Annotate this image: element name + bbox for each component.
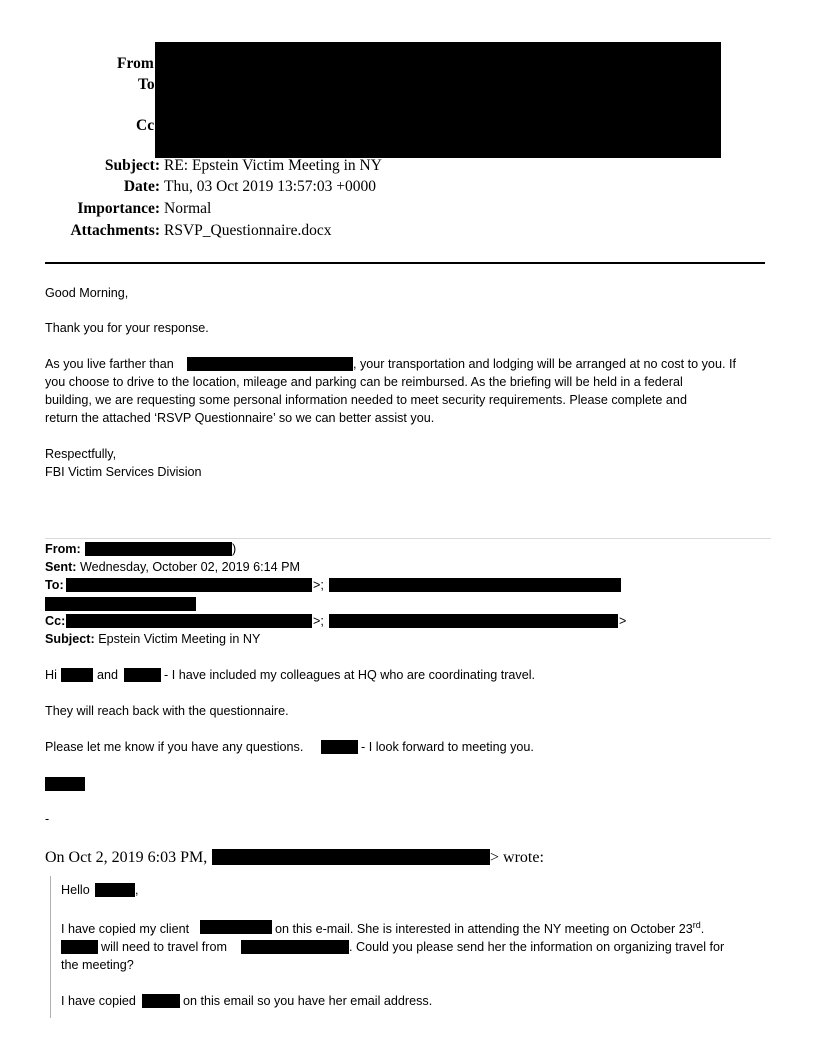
thanks-line: Thank you for your response. bbox=[45, 321, 209, 335]
prev-from-label: From: bbox=[45, 542, 81, 556]
prev-name-redaction-1 bbox=[61, 668, 93, 682]
quoted-hello bbox=[61, 881, 771, 899]
quoted-client-redaction bbox=[200, 920, 272, 934]
quoted-wrote-line bbox=[45, 848, 207, 868]
cc-label: Cc bbox=[136, 117, 155, 134]
prev-and-word: and bbox=[97, 668, 119, 682]
prev-to-redaction-1 bbox=[66, 578, 312, 592]
signature: FBI Victim Services Division bbox=[45, 465, 202, 479]
signoff: Respectfully, bbox=[45, 447, 117, 461]
date-label: Date: bbox=[123, 178, 160, 195]
hello-comma: , bbox=[135, 883, 139, 897]
quoted-copied-1: I have copied my client bbox=[61, 922, 190, 936]
quoted-copied-2 bbox=[275, 920, 775, 938]
quote-bar bbox=[50, 876, 51, 1018]
prev-cc-end: > bbox=[619, 614, 627, 628]
para-start: As you live farther than bbox=[45, 357, 174, 371]
importance-label: Importance: bbox=[77, 200, 160, 217]
prev-sent-label: Sent: bbox=[45, 560, 77, 574]
to-label: To bbox=[138, 76, 155, 93]
previous-message-divider bbox=[45, 538, 771, 539]
importance-value: Normal bbox=[164, 200, 212, 217]
subject-value: RE: Epstein Victim Meeting in NY bbox=[164, 157, 382, 174]
header-divider bbox=[45, 262, 765, 264]
quoted-the-meeting: the meeting? bbox=[61, 958, 134, 972]
body-paragraph-line-4: return the attached ‘RSVP Questionnaire’ so we can better assist you. bbox=[45, 411, 435, 425]
greeting: Good Morning, bbox=[45, 286, 129, 300]
distance-redaction bbox=[187, 357, 353, 371]
prev-to-redaction-3 bbox=[45, 597, 196, 611]
prev-questions-rest: - I look forward to meeting you. bbox=[361, 740, 534, 754]
prev-reach-back: They will reach back with the questionnaire. bbox=[45, 704, 289, 718]
prev-to-row bbox=[45, 576, 64, 594]
prev-sent-row bbox=[45, 558, 300, 576]
prev-cc-redaction-2 bbox=[329, 614, 618, 628]
rd-superscript: rd bbox=[692, 919, 701, 930]
prev-subject-row bbox=[45, 630, 260, 648]
prev-from-redaction bbox=[85, 542, 232, 556]
quoted-location-redaction bbox=[241, 940, 349, 954]
wrote-start: On Oct 2, 2019 6:03 PM, bbox=[45, 849, 208, 866]
quoted-travel-1: will need to travel from bbox=[101, 940, 227, 954]
quoted-name-redaction-1 bbox=[95, 883, 135, 897]
prev-to-label: To: bbox=[45, 578, 64, 592]
prev-from-tail: ) bbox=[232, 542, 237, 556]
prev-to-redaction-2 bbox=[329, 578, 621, 592]
date-value: Thu, 03 Oct 2019 13:57:03 +0000 bbox=[164, 178, 376, 195]
body-paragraph-line-1-rest: , your transportation and lodging will be arranged at no cost to you. If bbox=[353, 357, 736, 371]
prev-cc-separator: >; bbox=[313, 614, 324, 628]
prev-hi-word: Hi bbox=[45, 668, 57, 682]
copied-2-text: on this e-mail. She is interested in attending the NY meeting on October 23 bbox=[275, 922, 693, 936]
header-redaction bbox=[155, 42, 721, 158]
attachments-label: Attachments: bbox=[70, 222, 160, 239]
prev-subject-label: Subject: bbox=[45, 632, 95, 646]
prev-cc-row bbox=[45, 612, 65, 630]
attachments-value[interactable]: RSVP_Questionnaire.docx bbox=[164, 222, 332, 239]
hello-word: Hello bbox=[61, 883, 90, 897]
body-paragraph-line-3: building, we are requesting some personal information needed to meet security requirements. Please complete and bbox=[45, 393, 687, 407]
quoted-sender-redaction bbox=[212, 849, 490, 865]
prev-sent-value: Wednesday, October 02, 2019 6:14 PM bbox=[79, 560, 301, 574]
prev-cc-redaction-1 bbox=[66, 614, 312, 628]
prev-name-redaction-2 bbox=[124, 668, 161, 682]
prev-subject-value: Epstein Victim Meeting in NY bbox=[98, 632, 261, 646]
copied-period: . bbox=[700, 922, 705, 936]
quoted-name-redaction-3 bbox=[142, 994, 180, 1008]
prev-signature-redaction bbox=[45, 777, 85, 791]
prev-dash: - bbox=[45, 812, 50, 826]
prev-cc-label: Cc: bbox=[45, 614, 66, 628]
quoted-copied-email-2: on this email so you have her email address. bbox=[183, 994, 433, 1008]
prev-to-separator: >; bbox=[313, 578, 324, 592]
subject-label: Subject: bbox=[104, 157, 160, 174]
prev-questions: Please let me know if you have any questions. bbox=[45, 740, 304, 754]
prev-hi-rest: - I have included my colleagues at HQ who are coordinating travel. bbox=[164, 668, 536, 682]
quoted-name-redaction-2 bbox=[61, 940, 98, 954]
quoted-copied-email-1: I have copied bbox=[61, 994, 136, 1008]
wrote-end: > wrote: bbox=[490, 849, 544, 866]
prev-name-redaction-3 bbox=[321, 740, 358, 754]
body-paragraph-line-2: you choose to drive to the location, mileage and parking can be reimbursed. As the briefing will be held in a federal bbox=[45, 375, 683, 389]
quoted-travel-2: . Could you please send her the information on organizing travel for bbox=[349, 940, 725, 954]
prev-from-row bbox=[45, 540, 81, 558]
from-label: From bbox=[117, 55, 154, 72]
